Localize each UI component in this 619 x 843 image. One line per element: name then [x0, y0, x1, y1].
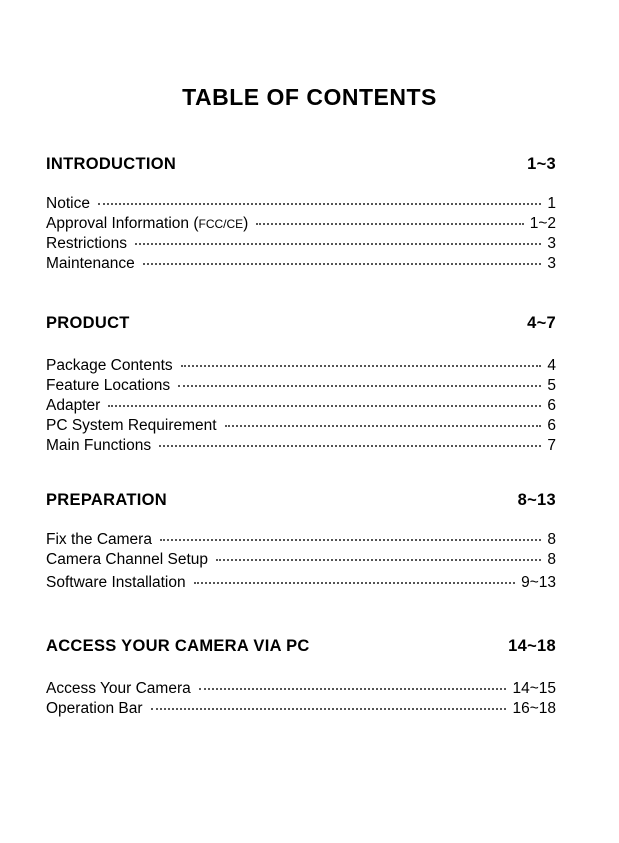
dot-leader [160, 538, 541, 541]
page-title: TABLE OF CONTENTS [182, 84, 437, 110]
section-title: PREPARATION [46, 491, 167, 509]
section-pages: 8~13 [517, 491, 556, 509]
toc-entry-package-contents[interactable] [46, 356, 556, 376]
section-header [46, 489, 556, 511]
section-title: INTRODUCTION [46, 155, 177, 173]
toc-entry-fix-the-camera[interactable] [46, 530, 556, 550]
section-entries [46, 356, 556, 456]
toc-entry-restrictions[interactable] [46, 234, 556, 254]
entry-label: Camera Channel Setup [46, 551, 208, 568]
entry-label: Maintenance [46, 255, 135, 272]
section-pages: 14~18 [508, 637, 556, 655]
dot-leader [159, 444, 541, 447]
entry-page: 8 [547, 551, 556, 568]
section-header [46, 312, 556, 334]
entry-label: Restrictions [46, 235, 127, 252]
dot-leader [225, 424, 542, 427]
toc-entry-software-installation[interactable] [46, 573, 556, 593]
section-pages: 4~7 [527, 314, 556, 332]
entry-page: 3 [547, 255, 556, 272]
entry-label: Operation Bar [46, 700, 143, 717]
toc-entry-adapter[interactable] [46, 396, 556, 416]
entry-label: Adapter [46, 397, 101, 414]
entry-page: 1 [547, 195, 556, 212]
dot-leader [181, 364, 542, 367]
toc-entry-maintenance[interactable] [46, 254, 556, 274]
toc-entry-operation-bar[interactable] [46, 699, 556, 719]
dot-leader [178, 384, 541, 387]
section-entries [46, 679, 556, 719]
dot-leader [151, 707, 507, 710]
toc-entry-main-functions[interactable] [46, 436, 556, 456]
entry-label: Main Functions [46, 437, 152, 454]
entry-page: 7 [547, 437, 556, 454]
toc-entry-camera-channel-setup[interactable] [46, 550, 556, 570]
entry-label-small: FCC/CE [198, 217, 244, 231]
dot-leader [256, 222, 523, 225]
entry-label: Notice [46, 195, 90, 212]
section-access-your-camera [46, 635, 556, 719]
entry-page: 14~15 [512, 680, 556, 697]
section-title: ACCESS YOUR CAMERA VIA PC [46, 637, 310, 655]
toc-entry-pc-system-requirement[interactable] [46, 416, 556, 436]
section-header [46, 635, 556, 657]
entry-page: 6 [547, 417, 556, 434]
entry-page: 1~2 [529, 215, 556, 232]
dot-leader [199, 687, 507, 690]
section-entries [46, 530, 556, 593]
entry-page: 8 [547, 531, 556, 548]
entry-label: PC System Requirement [46, 417, 217, 434]
entry-label-post: ) [243, 215, 249, 232]
entry-label: Access Your Camera [46, 680, 191, 697]
section-pages: 1~3 [527, 155, 556, 173]
section-header [46, 153, 556, 175]
entry-page: 16~18 [512, 700, 556, 717]
section-introduction [46, 153, 556, 274]
toc-entry-feature-locations[interactable] [46, 376, 556, 396]
entry-page: 9~13 [521, 574, 556, 591]
dot-leader [216, 558, 541, 561]
entry-label: Feature Locations [46, 377, 171, 394]
dot-leader [98, 202, 541, 205]
entry-page: 3 [547, 235, 556, 252]
toc-entry-approval-information[interactable] [46, 214, 556, 234]
section-product [46, 312, 556, 456]
entry-label [46, 214, 248, 234]
entry-label-pre: Approval Information ( [46, 215, 199, 232]
section-entries [46, 194, 556, 274]
section-preparation [46, 489, 556, 593]
dot-leader [135, 242, 541, 245]
dot-leader [194, 581, 516, 584]
toc-entry-notice[interactable] [46, 194, 556, 214]
entry-label: Fix the Camera [46, 531, 152, 548]
toc-entry-access-your-camera[interactable] [46, 679, 556, 699]
entry-page: 6 [547, 397, 556, 414]
dot-leader [108, 404, 541, 407]
entry-label: Software Installation [46, 574, 186, 591]
dot-leader [143, 262, 542, 265]
entry-label: Package Contents [46, 357, 173, 374]
entry-page: 5 [547, 377, 556, 394]
section-title: PRODUCT [46, 314, 130, 332]
entry-page: 4 [547, 357, 556, 374]
